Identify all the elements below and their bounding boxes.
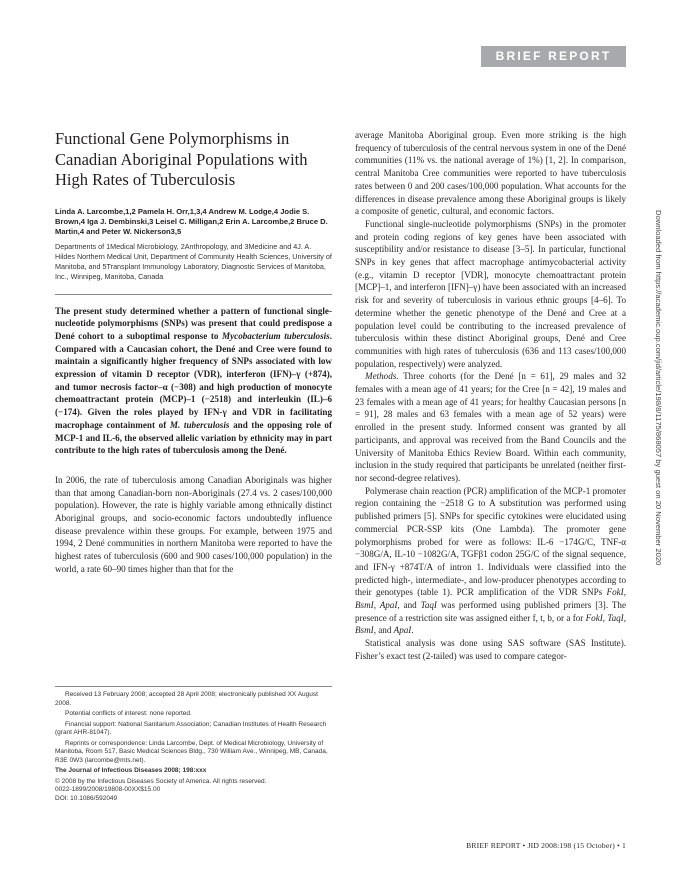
left-column <box>55 129 332 576</box>
financial-support: Financial support: National Sanitarium Association; Canadian Institutes of Health Research (grant AHR-81047). <box>55 720 327 736</box>
copyright-line: © 2008 by the Infectious Diseases Society of America. All rights reserved. <box>55 777 267 785</box>
conflicts-note: Potential conflicts of interest: none reported. <box>65 710 192 717</box>
affiliations: Departments of 1Medical Microbiology, 2Anthropology, and 3Medicine and 4J. A. Hildes Northern Medical Unit, Department of Community Health Sciences, University of Manitoba, and 5Transplant Immunology Laboratory, Diagnostic Services of Manitoba, Inc., Winnipeg, Manitoba, Canada <box>55 241 332 281</box>
article-title: Functional Gene Polymorphisms in Canadian Aboriginal Populations with High Rates of Tuberculosis <box>55 129 308 189</box>
right-paragraph-1: average Manitoba Aboriginal group. Even more striking is the high frequency of tuberculosis of the central nervous system in one of the Dené communities (11% vs. the national average of 1%) [1, 2]. In comparison, central Manitoba Cree communities were reported to have tuberculosis rates between 0 and 200 cases/100,000 population. What accounts for the differences in disease prevalence among these Aboriginal groups is likely a composite of genetic, cultural, and economic factors. <box>355 130 626 217</box>
methods-label: Methods. <box>365 371 399 382</box>
journal-citation: The Journal of Infectious Diseases 2008; 198:xxx <box>55 767 207 774</box>
reprints-correspondence: Reprints or correspondence: Linda Larcombe, Dept. of Medical Microbiology, University of Manitoba, Room 517, Basic Medical Sciences Bldg., 730 William Ave., Winnipeg, MB, Canada, R3E 0W3 (larcombe@mts.net). <box>55 739 328 764</box>
received-dates: Received 13 February 2008; accepted 28 April 2008; electronically published XX August 2008. <box>55 691 318 707</box>
abstract-top-rule <box>55 294 332 295</box>
footnote-rule <box>55 686 332 687</box>
abstract: The present study determined whether a pattern of functional single-nucleotide polymorphisms (SNPs) was present that could predispose a Dené cohort to a suboptimal response to Mycobacterium tuberculosis. Compared with a Caucasian cohort, the Dené and Cree were found to maintain a significantly higher frequency of SNPs associated with low expression of vitamin D receptor (VDR), interferon (IFN)–γ (+874), and tumor necrosis factor–α (−308) and high production of monocyte chemoattractant protein (MCP)–1 (−2518) and interleukin (IL)–6 (−174). Given the roles played by IFN-γ and VDR in facilitating macrophage containment of M. tuberculosis and the opposing role of MCP-1 and IL-6, the observed allelic variation by ethnicity may in part contribute to the high rates of tuberculosis among the Dené. <box>55 305 332 456</box>
right-column <box>355 129 626 663</box>
pcr-paragraph: Polymerase chain reaction (PCR) amplification of the MCP-1 promoter region containing the −2518 G to A substitution was performed using published primers [5]. SNPs for specific cytokines were elucidated using commercial PCR-SSP kits (One Lambda). The promoter gene polymorphisms probed for were as follows: IL-6 −174G/C, TNF-α −308G/A, IL-10 −1082G/A, TGFβ1 codon 25G/C of the signal sequence, and IFN-γ +874T/A of intron 1. Individuals were classified into the predicted high-, intermediate-, and low-producer phenotypes according to their genotypes (table 1). PCR amplification of the VDR SNPs FokI, BsmI, ApaI, and TaqI was performed using published primers [3]. The presence of a restriction site was assigned either f, t, b, or a for FokI, TaqI, BsmI, and ApaI. <box>355 485 626 636</box>
author-list: Linda A. Larcombe,1,2 Pamela H. Orr,1,3,4 Andrew M. Lodge,4 Jodie S. Brown,4 Iga J. Dembinski,3 Leisel C. Milligan,2 Erin A. Larcombe,2 Bruce D. Martin,4 and Peter W. Nickerson3,5 <box>55 206 328 236</box>
issn-line: 0022-1899/2008/19808-00XX$15.00 <box>55 786 161 793</box>
doi-line: DOI: 10.1086/592049 <box>55 794 118 802</box>
page-footer: BRIEF REPORT • JID 2008:198 (15 October) • 1 <box>466 841 626 850</box>
intro-paragraph: In 2006, the rate of tuberculosis among Canadian Aboriginals was higher than that among Canadian-born non-Aboriginals (27.4 vs. 2 cases/100,000 population). However, the rate is highly variable among ethnically distinct Aboriginal groups, and socio-economic factors undoubtedly influence disease prevalence within these groups. For example, between 1975 and 1994, 2 Dené communities in northern Manitoba were reported to have the highest rates of tuberculosis (600 and 900 cases/100,000 population) in the world, a rate 60–90 times higher than that for the <box>55 474 332 574</box>
brief-report-banner: BRIEF REPORT <box>481 46 626 67</box>
download-watermark: Downloaded from https://academic.oup.com/jid/article/198/8/1175/868057 by guest on 20 November 2020 <box>654 210 663 566</box>
article-footnotes <box>55 686 332 803</box>
statistics-paragraph: Statistical analysis was done using SAS software (SAS Institute). Fisher’s exact test (2-tailed) was used to compare categor- <box>355 638 626 661</box>
right-paragraph-2: Functional single-nucleotide polymorphisms (SNPs) in the promoter and protein coding regions of key genes have been associated with susceptibility and/or resistance to disease [3–5]. In particular, functional SNPs in key genes that affect macrophage antimycobacterial activity (e.g., vitamin D receptor [VDR], monocyte chemoattractant protein [MCP]–1, and interferon [IFN]–γ) have been associated with an increased risk for and severity of tuberculosis in various ethnic groups [4–6]. To determine whether the genetic phenotype of the Dené and Cree at a population level could be contributing to the increased prevalence of tuberculosis within these distinct Aboriginal groups, Dené and Cree communities with high rates of tuberculosis (636 and 113 cases/100,000 population, respectively) were analyzed. <box>355 218 626 369</box>
methods-paragraph: Methods. Three cohorts (for the Dené [n = 61], 29 males and 32 females with a mean age of 41 years; for the Cree [n = 42], 19 males and 23 females with a mean age of 41 years; for healthy Caucasian persons [n = 91], 28 males and 63 females with a mean age of 52 years) were enrolled in the present study. Informed consent was granted by all participants, and approval was received from the Band Councils and the University of Manitoba Ethics Review Board. Within each community, inclusion in the study required that participants be unrelated (neither first- nor second-degree relatives). <box>355 371 626 483</box>
